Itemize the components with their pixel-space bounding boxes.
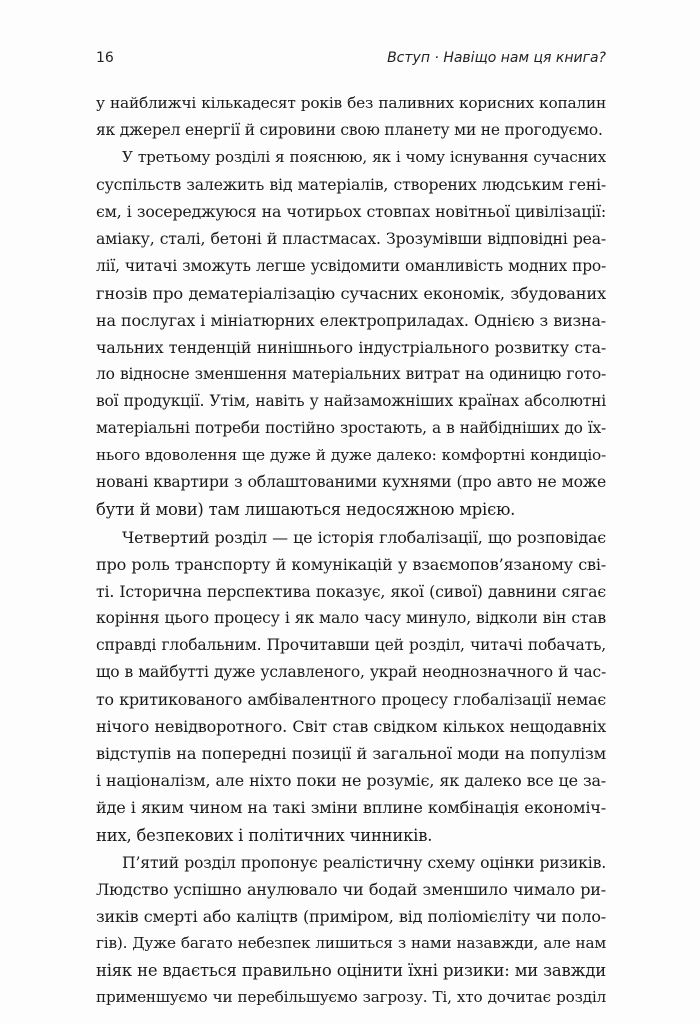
text-line: бути й мови) там лишаються недосяжною мрією.: [96, 500, 516, 520]
text-line: гів). Дуже багато небезпек лишиться з нами назавжди, але нам: [96, 933, 606, 952]
text-line: ло відносне зменшення матеріальних витрат на одиницю гото-: [96, 364, 606, 383]
page-header: [96, 50, 606, 70]
text-line: гнозів про дематеріалізацію сучасних економік, збудованих: [96, 283, 606, 303]
text-line: У третьому розділі я пояснюю, як і чому існування сучасних: [122, 148, 606, 167]
text-line: П’ятий розділ пропонує реалістичну схему оцінки ризиків.: [122, 852, 606, 872]
text-line: йде і яким чином на такі зміни вплине комбінація економіч-: [96, 798, 606, 818]
page-number: 16: [96, 50, 114, 66]
text-line: ніяк не вдається правильно оцінити їхні ризики: ми завжди: [96, 961, 606, 980]
text-line: новані квартири з облаштованими кухнями (про авто не може: [96, 473, 606, 492]
text-line: справді глобальним. Прочитавши цей розділ, читачі побачать,: [96, 635, 606, 654]
body-text: [96, 90, 606, 1011]
text-line: і націоналізм, але ніхто поки не розуміє, як далеко все це за-: [96, 771, 606, 791]
text-line: ті. Історична перспектива показує, якої (сивої) давнини сягає: [96, 581, 606, 601]
running-head: Вступ · Навіщо нам ця книга?: [387, 50, 606, 66]
text-line: єм, і зосереджуюся на чотирьох стовпах новітньої цивілізації:: [96, 202, 606, 222]
text-line: про роль транспорту й комунікацій у взаємопов’язаному сві-: [96, 554, 606, 574]
text-line: вої продукції. Утім, навіть у найзаможніших країнах абсолютні: [96, 392, 606, 411]
text-line: що в майбутті дуже уславленого, украй неоднозначного й час-: [96, 662, 606, 681]
text-line: коріння цього процесу і як мало часу минуло, відколи він став: [96, 608, 606, 627]
text-line: зиків смерті або каліцтв (приміром, від поліомієліту чи поло-: [96, 906, 606, 926]
text-line: Людство успішно анулювало чи бодай зменшило чимало ри-: [96, 879, 606, 899]
text-line: матеріальні потреби постійно зростають, а в найбідніших до їх-: [96, 419, 606, 438]
text-line: на послугах і мініатюрних електроприладах. Однією з визна-: [96, 310, 606, 330]
text-line: то критикованого амбівалентного процесу глобалізації немає: [96, 690, 606, 710]
text-line: як джерел енергії й сировини свою планету ми не прогодуємо.: [96, 121, 603, 140]
text-line: применшуємо чи перебільшуємо загрозу. Ті, хто дочитає розділ: [96, 988, 606, 1007]
text-line: нього вдоволення ще дуже й дуже далеко: комфортні кондиціо-: [96, 446, 606, 465]
text-line: відступів на попередні позиції й загальної моди на популізм: [96, 744, 606, 764]
text-line: аміаку, сталі, бетоні й пластмасах. Зрозумівши відповідні реа-: [96, 229, 606, 249]
text-line: у найближчі кількадесят років без паливних корисних копалин: [96, 94, 606, 112]
text-line: суспільств залежить від матеріалів, створених людським гені-: [96, 175, 606, 195]
text-line: Четвертий розділ — це історія глобалізації, що розповідає: [122, 527, 606, 547]
text-line: нічого невідворотного. Світ став свідком кількох нещодавніх: [96, 717, 606, 737]
text-line: лії, читачі зможуть легше усвідомити оманливість модних про-: [96, 256, 606, 275]
text-line: чальних тенденцій нинішнього індустріального розвитку ста-: [96, 337, 606, 357]
text-line: них, безпекових і політичних чинників.: [96, 825, 433, 845]
